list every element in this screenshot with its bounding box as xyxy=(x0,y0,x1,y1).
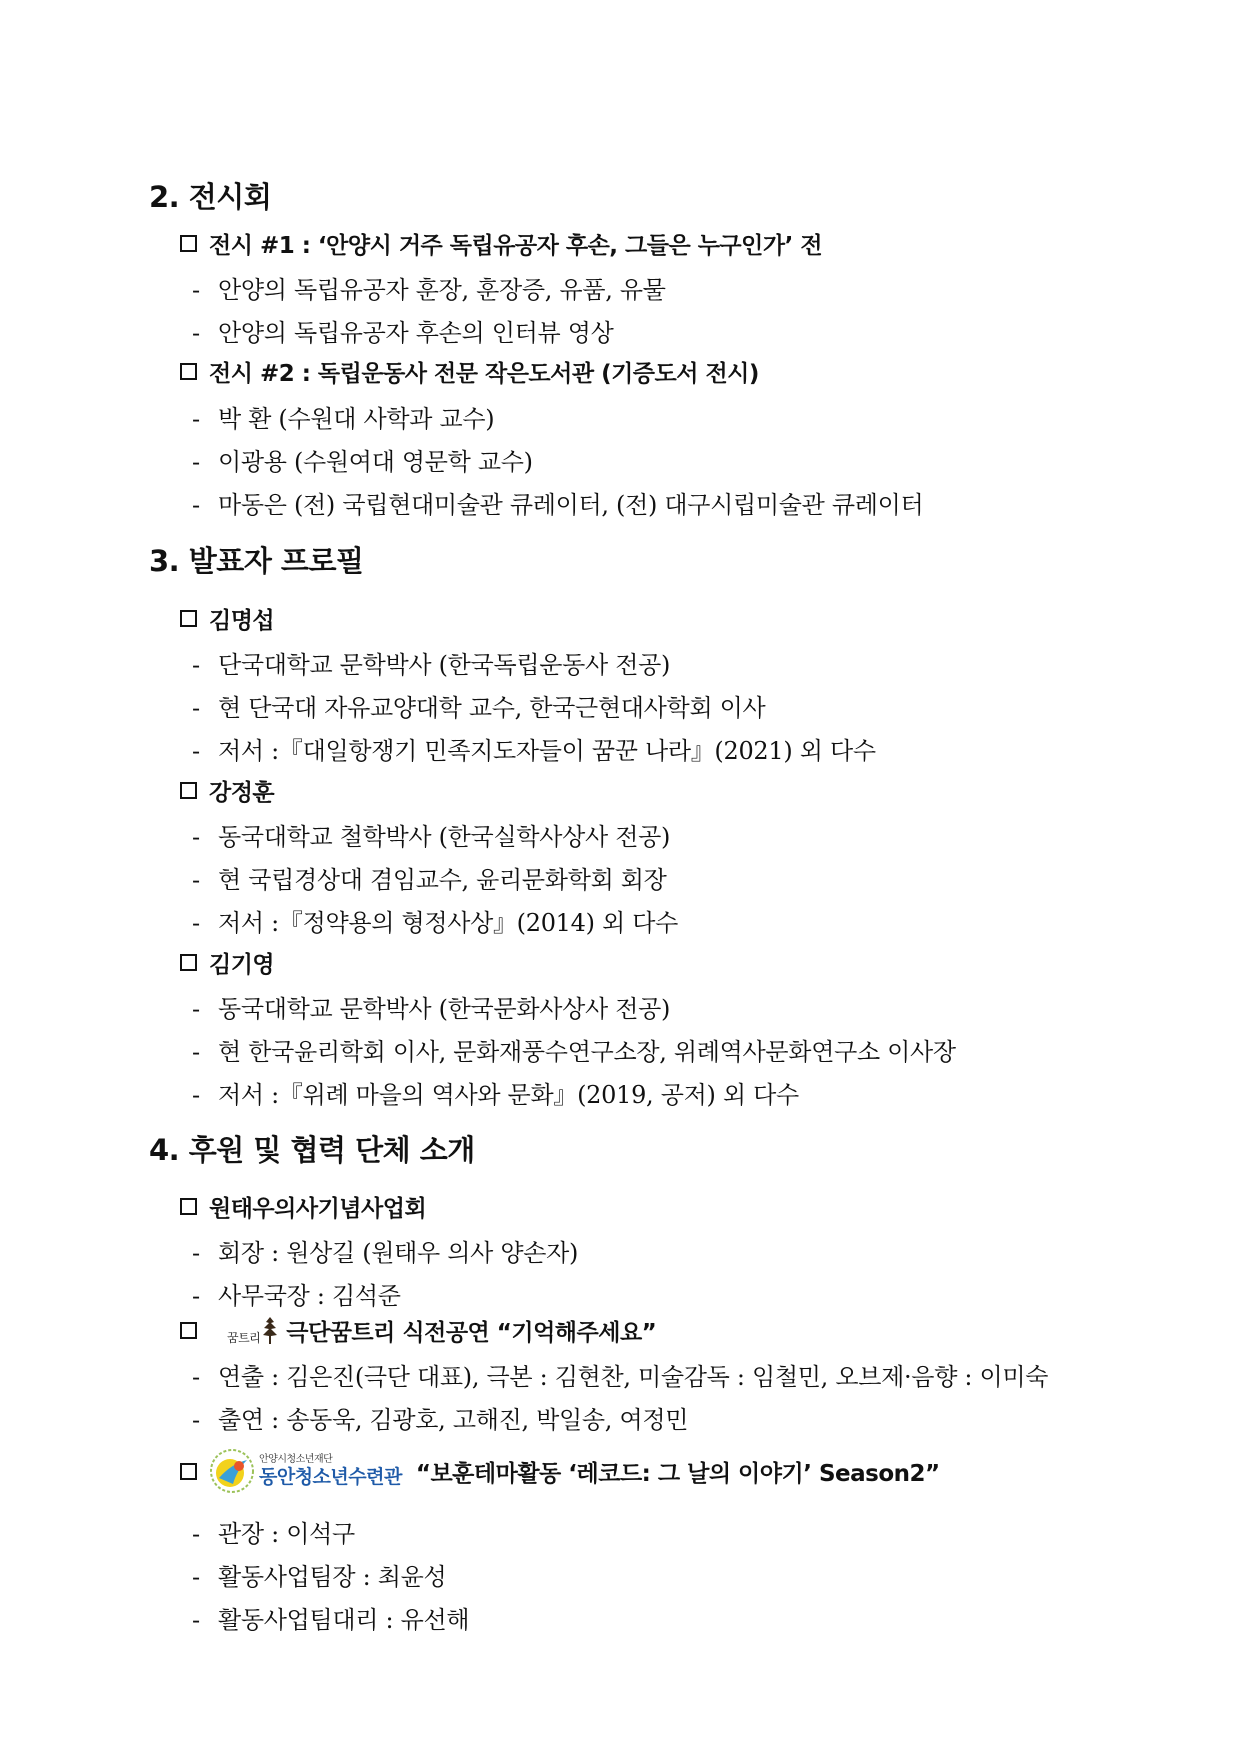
subheading-text: 전시 #2 : 독립운동사 전문 작은도서관 (기증도서 전시) xyxy=(209,361,759,387)
list-item: - 저서 :『대일항쟁기 민족지도자들이 꿈꾼 나라』(2021) 외 다수 xyxy=(192,737,876,765)
list-item: - 활동사업팀장 : 최윤성 xyxy=(192,1563,447,1591)
tree-icon xyxy=(262,1316,278,1346)
checkbox-icon xyxy=(180,782,197,799)
subheading-presenter-3 xyxy=(180,946,274,979)
checkbox-icon xyxy=(180,235,197,252)
list-item: - 회장 : 원상길 (원태우 의사 양손자) xyxy=(192,1239,579,1267)
subheading-org-3 xyxy=(180,1448,940,1494)
list-item: - 현 국립경상대 겸임교수, 윤리문화학회 회장 xyxy=(192,866,667,894)
subheading-text: 원태우의사기념사업회 xyxy=(209,1196,427,1222)
list-item: - 활동사업팀대리 : 유선해 xyxy=(192,1606,470,1634)
list-item: - 저서 :『위례 마을의 역사와 문화』(2019, 공저) 외 다수 xyxy=(192,1081,799,1109)
list-item: - 안양의 독립유공자 훈장, 훈장증, 유품, 유물 xyxy=(192,276,666,304)
list-item: - 현 한국윤리학회 이사, 문화재풍수연구소장, 위례역사문화연구소 이사장 xyxy=(192,1038,956,1066)
subheading-exhibition-2 xyxy=(180,355,759,388)
subheading-presenter-2 xyxy=(180,774,274,807)
list-item: - 연출 : 김은진(극단 대표), 극본 : 김현찬, 미술감독 : 임철민, 오브제·음향 : 이미숙 xyxy=(192,1363,1049,1391)
list-item: - 동국대학교 문학박사 (한국문화사상사 전공) xyxy=(192,995,671,1023)
list-item: - 현 단국대 자유교양대학 교수, 한국근현대사학회 이사 xyxy=(192,694,766,722)
list-item: - 사무국장 : 김석준 xyxy=(192,1282,401,1310)
list-item: - 박 환 (수원대 사학과 교수) xyxy=(192,405,495,433)
list-item: - 동국대학교 철학박사 (한국실학사상사 전공) xyxy=(192,823,671,851)
subheading-text: 김기영 xyxy=(209,952,275,978)
subheading-text: 강정훈 xyxy=(209,780,275,806)
checkbox-icon xyxy=(180,610,197,627)
youth-center-emblem-icon xyxy=(209,1448,255,1494)
section-title-presenters: 3. 발표자 프로필 xyxy=(149,544,364,578)
subheading-presenter-1 xyxy=(180,602,274,635)
checkbox-icon xyxy=(180,954,197,971)
dongan-youth-center-logo: 안양시청소년재단 동안청소년수련관 xyxy=(209,1448,402,1494)
subheading-text: 극단꿈트리 식전공연 “기억해주세요” xyxy=(286,1320,657,1346)
subheading-text: “보훈테마활동 ‘레코드: 그 날의 이야기’ Season2” xyxy=(415,1460,940,1487)
subheading-org-1 xyxy=(180,1190,426,1223)
kkumtree-logo: 꿈트리 xyxy=(227,1316,278,1346)
list-item: - 저서 :『정약용의 형정사상』(2014) 외 다수 xyxy=(192,909,678,937)
list-item: - 마동은 (전) 국립현대미술관 큐레이터, (전) 대구시립미술관 큐레이터 xyxy=(192,491,924,519)
subheading-text: 전시 #1 : ‘안양시 거주 독립유공자 후손, 그들은 누구인가’ 전 xyxy=(209,233,823,259)
checkbox-icon xyxy=(180,363,197,380)
checkbox-icon xyxy=(180,1198,197,1215)
section-title-sponsors: 4. 후원 및 협력 단체 소개 xyxy=(149,1133,475,1167)
section-title-exhibition: 2. 전시회 xyxy=(149,180,272,214)
list-item: - 출연 : 송동욱, 김광호, 고해진, 박일송, 여정민 xyxy=(192,1406,689,1434)
list-item: - 관장 : 이석구 xyxy=(192,1520,355,1548)
list-item: - 단국대학교 문학박사 (한국독립운동사 전공) xyxy=(192,651,671,679)
subheading-org-2 xyxy=(180,1314,656,1347)
list-item: - 안양의 독립유공자 후손의 인터뷰 영상 xyxy=(192,319,614,347)
checkbox-icon xyxy=(180,1322,197,1339)
list-item: - 이광용 (수원여대 영문학 교수) xyxy=(192,448,533,476)
checkbox-icon xyxy=(180,1463,197,1480)
subheading-exhibition-1 xyxy=(180,227,822,260)
subheading-text: 김명섭 xyxy=(209,608,275,634)
